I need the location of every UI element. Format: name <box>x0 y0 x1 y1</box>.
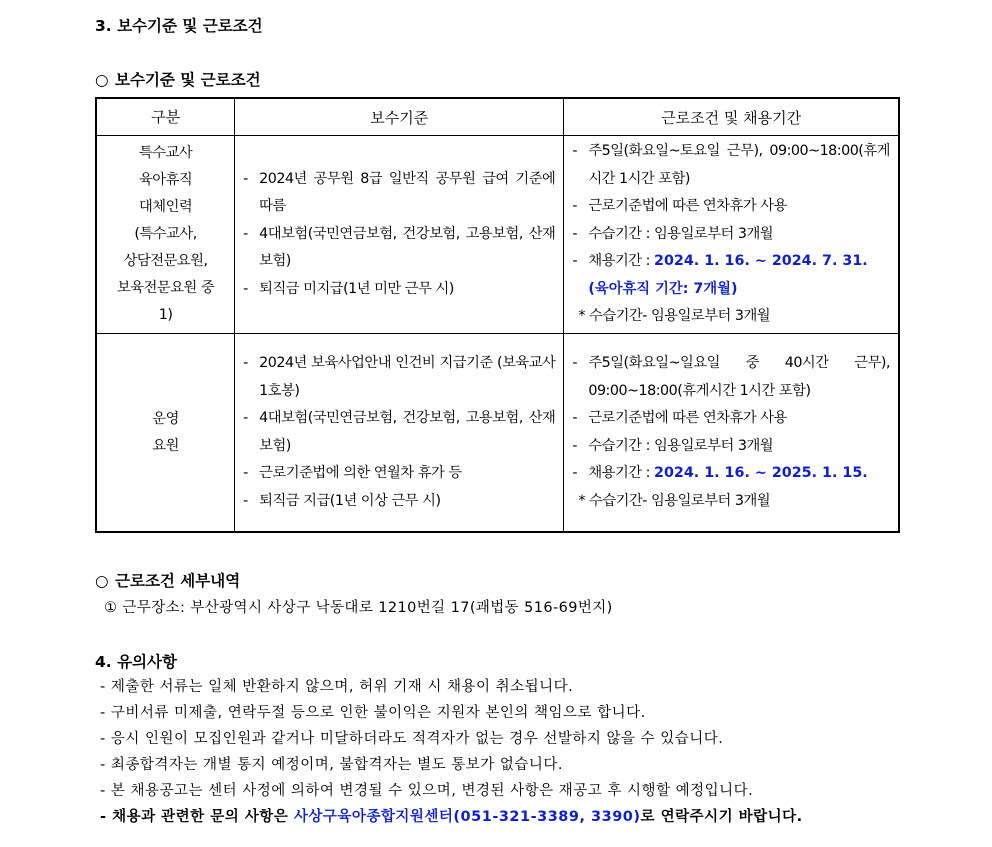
category-line: (특수교사, <box>134 226 197 242</box>
work-item: - 근로기준법에 따른 연차휴가 사용 <box>572 198 787 215</box>
pay-item: - 퇴직금 지급(1년 이상 근무 시) <box>243 492 441 509</box>
pay-item: - 2024년 보육사업안내 인건비 지급기준 (보육교사 1호봉) <box>243 355 556 399</box>
category-line: 육아휴직 <box>138 172 193 188</box>
probation-note: * 수습기간- 임용일로부터 3개월 <box>578 492 771 509</box>
note-item: - 구비서류 미제출, 연락두절 등으로 인한 불이익은 지원자 본인의 책임으로 합니다. <box>100 705 646 721</box>
pay-cell <box>235 334 564 533</box>
section-4-title: 4. 유의사항 <box>95 653 177 671</box>
note-item: - 최종합격자는 개별 통지 예정이며, 불합격자는 별도 통보가 없습니다. <box>100 757 564 773</box>
contact-suffix: 로 연락주시기 바랍니다. <box>640 809 803 825</box>
category-line: 상담전문요원, <box>123 253 208 269</box>
category-line: 1) <box>158 307 173 323</box>
work-cell <box>564 334 899 533</box>
section-3-title: 3. 보수기준 및 근로조건 <box>95 17 263 35</box>
pay-item: - 2024년 공무원 8급 일반직 공무원 급여 기준에 따름 <box>243 170 556 215</box>
hire-period-item: - 채용기간 : 2024. 1. 16. ~ 2025. 1. 15. <box>572 465 868 481</box>
pay-item: - 4대보험(국민연금보험, 건강보험, 고용보험, 산재보험) <box>243 410 556 454</box>
contact-center: 사상구육아종합지원센터(051-321-3389, 3390) <box>293 809 641 825</box>
category-line: 특수교사 <box>138 145 193 161</box>
note-item: - 응시 인원이 모집인원과 같거나 미달하더라도 적격자가 없는 경우 선발하지 않을 수 있습니다. <box>100 731 724 747</box>
pay-cell <box>235 136 564 334</box>
subsection-details-label: 근로조건 세부내역 <box>115 572 241 590</box>
note-item: - 제출한 서류는 일체 반환하지 않으며, 허위 기재 시 채용이 취소됩니다. <box>100 679 574 695</box>
hire-period-note: (육아휴직 기간: 7개월) <box>588 280 738 297</box>
header-work: 근로조건 및 채용기간 <box>564 98 899 136</box>
contact-note <box>100 804 803 830</box>
hire-period-item: - 채용기간 : 2024. 1. 16. ~ 2024. 7. 31. (육아휴직 기간: 7개월) <box>572 253 868 297</box>
work-item: - 수습기간 : 임용일로부터 3개월 <box>572 225 774 242</box>
subsection-pay-label: 보수기준 및 근로조건 <box>115 71 261 89</box>
work-item: - 주5일(화요일~일요일 중 40시간 근무), 09:00~18:00(휴게시간 1시간 포함) <box>572 355 890 399</box>
work-item: - 근로기준법에 따른 연차휴가 사용 <box>572 410 787 426</box>
category-line: 요원 <box>152 437 179 454</box>
table-row <box>96 136 899 334</box>
pay-item: - 퇴직금 미지급(1년 미만 근무 시) <box>243 280 454 297</box>
workplace-address: ① 근무장소: 부산광역시 사상구 낙동대로 1210번길 17(괘법동 516-69번지) <box>104 600 613 616</box>
hire-period-value: 2024. 1. 16. ~ 2025. 1. 15. <box>654 465 868 481</box>
pay-item: - 4대보험(국민연금보험, 건강보험, 고용보험, 산재보험) <box>243 225 556 270</box>
notes-list <box>100 674 803 830</box>
subsection-pay-title <box>95 68 261 90</box>
category-cell <box>96 136 235 334</box>
category-line: 대체인력 <box>138 199 193 215</box>
hire-period-value: 2024. 1. 16. ~ 2024. 7. 31. <box>654 253 868 270</box>
pay-conditions-table <box>95 97 900 533</box>
contact-prefix: - 채용과 관련한 문의 사항은 <box>100 809 294 825</box>
note-item: - 본 채용공고는 센터 사정에 의하여 변경될 수 있으며, 변경된 사항은 재공고 후 시행할 예정입니다. <box>100 783 754 799</box>
circle-marker: ○ <box>95 71 109 89</box>
work-item: - 주5일(화요일~토요일 근무), 09:00~18:00(휴게시간 1시간 포함) <box>572 143 890 187</box>
work-item: - 수습기간 : 임용일로부터 3개월 <box>572 437 774 454</box>
work-cell <box>564 136 899 334</box>
header-category: 구분 <box>96 98 235 136</box>
pay-item: - 근로기준법에 의한 연월차 휴가 등 <box>243 465 462 481</box>
category-line: 보육전문요원 중 <box>116 280 215 296</box>
header-pay: 보수기준 <box>235 98 564 136</box>
category-line: 운영 <box>152 410 179 427</box>
category-cell <box>96 334 235 533</box>
probation-note: * 수습기간- 임용일로부터 3개월 <box>578 308 771 325</box>
table-row <box>96 334 899 533</box>
subsection-details-title <box>95 569 240 591</box>
circle-marker: ○ <box>95 572 109 590</box>
